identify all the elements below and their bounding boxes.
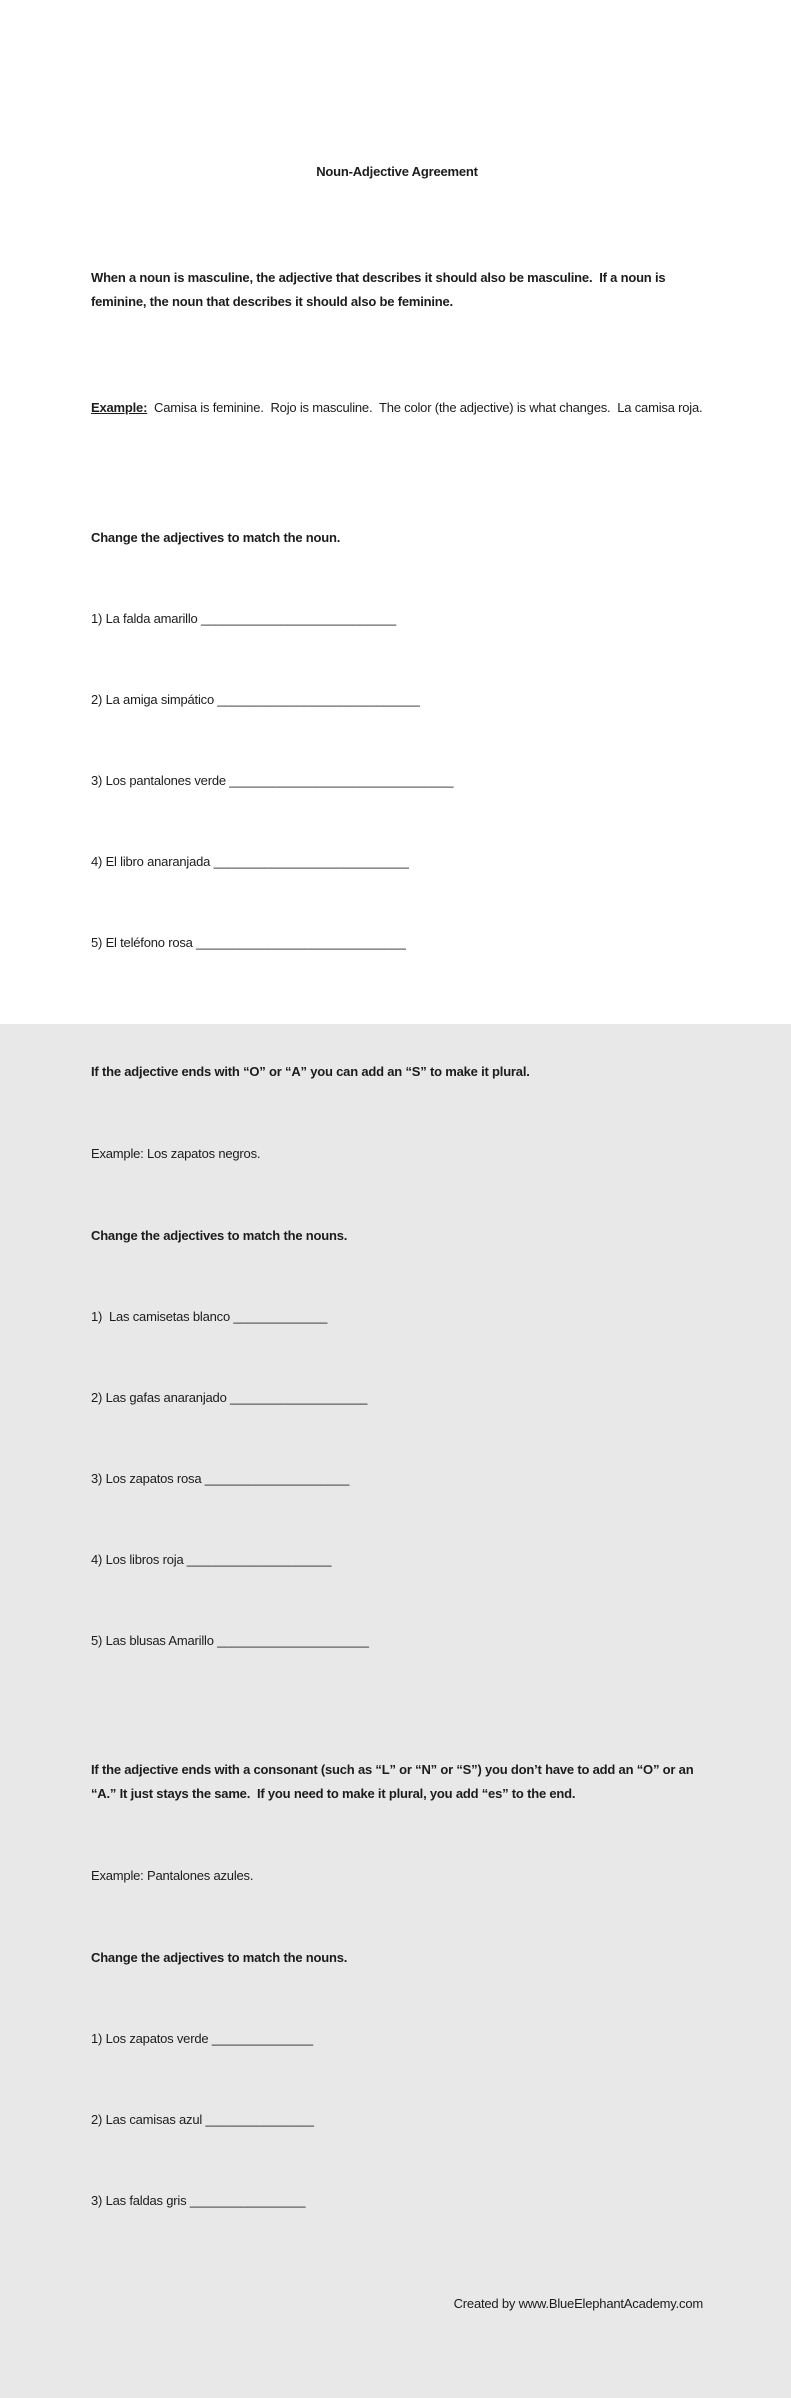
section-heading: Change the adjectives to match the nouns. <box>91 1228 348 1243</box>
answer-blank: ______________ <box>211 2031 314 2046</box>
footer-credit: Created by www.BlueElephantAcademy.com <box>453 2296 703 2311</box>
answer-blank: ____________________ <box>186 1552 332 1567</box>
item-text: 3) Las faldas gris <box>91 2193 190 2208</box>
worksheet-item <box>91 2108 703 2132</box>
section-heading: Change the adjectives to match the noun. <box>91 530 341 545</box>
answer-blank: ___________________________ <box>213 854 409 869</box>
worksheet-item <box>91 1305 703 1329</box>
item-text: 5) Las blusas Amarillo <box>91 1633 218 1648</box>
answer-blank: ___________________________ <box>200 611 397 626</box>
item-text: 4) El libro anaranjada <box>91 854 214 869</box>
answer-blank: ___________________ <box>230 1390 368 1405</box>
item-text: 4) Los libros roja <box>91 1552 187 1567</box>
worksheet-item <box>91 1467 703 1491</box>
item-text: 1) La falda amarillo <box>91 611 201 626</box>
answer-blank: _____________________ <box>217 1633 370 1648</box>
answer-blank: ____________________________ <box>217 692 420 707</box>
worksheet-item <box>91 931 703 955</box>
example-label: Example: <box>91 400 148 415</box>
section-example: Example: Pantalones azules. <box>91 1868 254 1883</box>
section-heading: Change the adjectives to match the nouns. <box>91 1950 348 1965</box>
item-text: 1) Las camisetas blanco <box>91 1309 234 1324</box>
item-text: 2) Las gafas anaranjado <box>91 1390 231 1405</box>
intro-paragraph: When a noun is masculine, the adjective that describes it should also be masculine. If a noun is feminine, the noun that describes it should also be feminine. <box>91 270 669 309</box>
answer-blank: ____________________ <box>204 1471 350 1486</box>
answer-blank: _______________________________ <box>229 773 454 788</box>
worksheet-item <box>91 769 703 793</box>
rule-paragraph: If the adjective ends with “O” or “A” you can add an “S” to make it plural. <box>91 1064 530 1079</box>
answer-blank: _______________ <box>205 2112 314 2127</box>
item-text: 1) Los zapatos verde <box>91 2031 212 2046</box>
worksheet-item <box>91 1548 703 1572</box>
item-text: 5) El teléfono rosa <box>91 935 197 950</box>
worksheet-item <box>91 850 703 874</box>
section-example: Example: Los zapatos negros. <box>91 1146 261 1161</box>
item-text: 3) Los pantalones verde <box>91 773 230 788</box>
worksheet-item <box>91 1386 703 1410</box>
worksheet-item <box>91 2189 703 2213</box>
worksheet-item <box>91 2027 703 2051</box>
answer-blank: ________________ <box>189 2193 306 2208</box>
item-text: 2) La amiga simpático <box>91 692 218 707</box>
example-paragraph <box>91 396 703 420</box>
rule-paragraph: If the adjective ends with a consonant (such as “L” or “N” or “S”) you don’t have to add an “O” or an “A.” It just stays the same. If you need to make it plural, you add “es” to the end. <box>91 1762 697 1801</box>
worksheet-item <box>91 607 703 631</box>
answer-blank: _____________________________ <box>196 935 406 950</box>
item-text: 2) Las camisas azul <box>91 2112 206 2127</box>
answer-blank: _____________ <box>233 1309 328 1324</box>
item-text: 3) Los zapatos rosa <box>91 1471 205 1486</box>
example-text: Camisa is feminine. Rojo is masculine. The color (the adjective) is what changes. La camisa roja. <box>147 400 703 415</box>
page-title: Noun-Adjective Agreement <box>316 164 478 179</box>
worksheet-item <box>91 688 703 712</box>
worksheet-item <box>91 1629 703 1653</box>
